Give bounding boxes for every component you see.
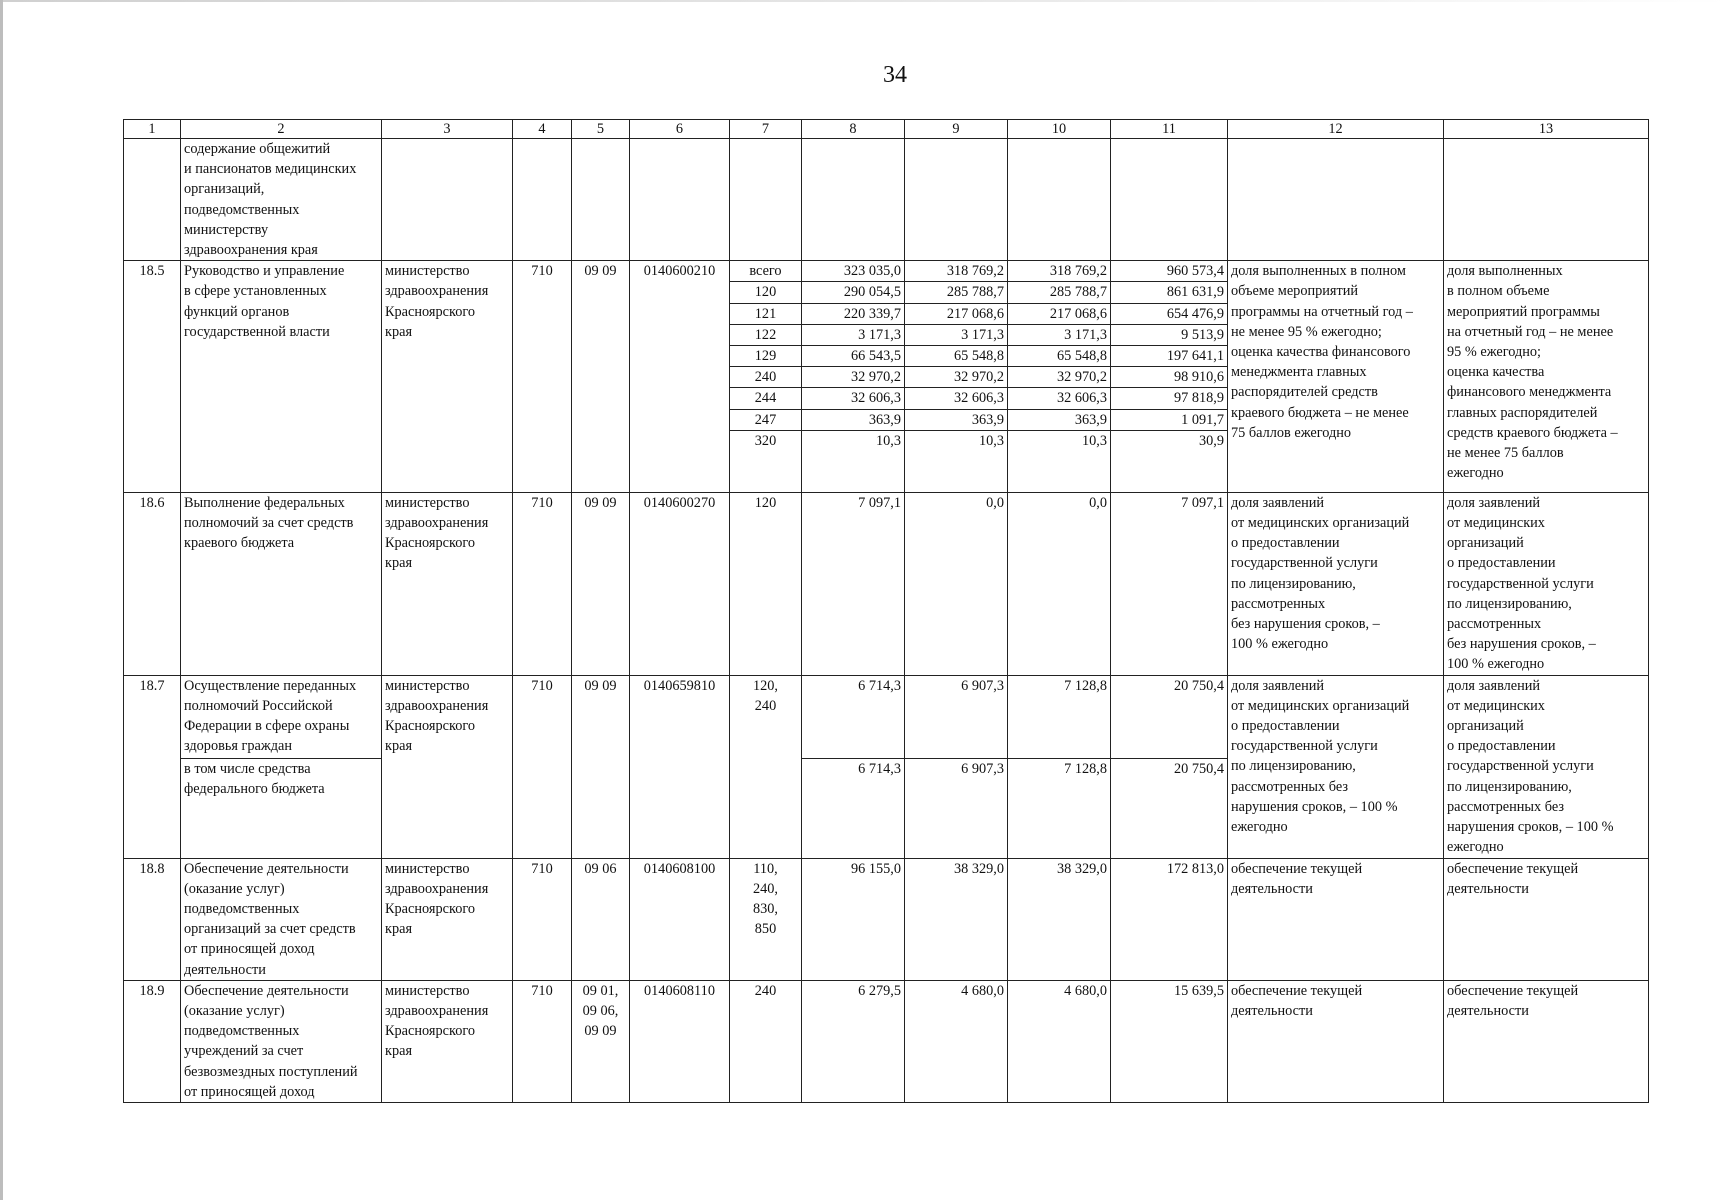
cell-y2: 4 680,0	[905, 980, 1008, 1102]
cell-vr: 120, 240	[730, 675, 802, 858]
cell-csr: 0140600210	[630, 261, 730, 493]
cell-vr: 120	[730, 492, 802, 675]
cell-total: 7 097,1	[1111, 492, 1228, 675]
header-cell: 9	[905, 120, 1008, 139]
cell-y3: 7 128,8	[1008, 758, 1111, 858]
cell-y1: 6 714,3	[802, 675, 905, 758]
cell-y3: 32 970,2	[1008, 367, 1111, 388]
cell-total: 20 750,4	[1111, 758, 1228, 858]
cell-rz: 09 09	[572, 675, 630, 858]
cell-res13: доля выполненных в полном объеме мероприятий программы на отчетный год – не менее 95 % ежегодно; оценка качества финансового менеджмента главных распорядителей средств краевого бюджета – не менее 75 баллов ежегодно	[1444, 261, 1649, 493]
cell-grbs	[513, 139, 572, 261]
cell-vr: 120	[730, 282, 802, 303]
header-cell: 1	[124, 120, 181, 139]
cell-total: 15 639,5	[1111, 980, 1228, 1102]
cell-y1: 290 054,5	[802, 282, 905, 303]
cell-grbs: 710	[513, 675, 572, 858]
cell-vr: 244	[730, 388, 802, 409]
cell-res12: доля заявлений от медицинских организаций о предоставлении государственной услуги по лицензированию, рассмотренных без нарушения сроков, – 100 % ежегодно	[1228, 492, 1444, 675]
cell-rz: 09 01, 09 06, 09 09	[572, 980, 630, 1102]
cell-res13: доля заявлений от медицинских организаций о предоставлении государственной услуги по лицензированию, рассмотренных без нарушения сроков, – 100 % ежегодно	[1444, 492, 1649, 675]
cell-y2: 217 068,6	[905, 303, 1008, 324]
cell-vr: 129	[730, 346, 802, 367]
cell-vr	[730, 139, 802, 261]
cell-y1: 220 339,7	[802, 303, 905, 324]
cell-y3	[1008, 139, 1111, 261]
cell-y2: 6 907,3	[905, 675, 1008, 758]
cell-gr: министерство здравоохранения Красноярского края	[382, 858, 513, 980]
cell-y2: 363,9	[905, 409, 1008, 430]
table-row-18-5	[124, 261, 1649, 282]
budget-table	[123, 119, 1649, 1103]
cell-total: 97 818,9	[1111, 388, 1228, 409]
header-cell: 3	[382, 120, 513, 139]
cell-num: 18.7	[124, 675, 181, 858]
cell-total: 30,9	[1111, 430, 1228, 492]
cell-res12: обеспечение текущей деятельности	[1228, 858, 1444, 980]
scan-edge-left	[0, 0, 3, 1200]
cell-y3: 4 680,0	[1008, 980, 1111, 1102]
table-row-18-7	[124, 675, 1649, 758]
cell-y2: 65 548,8	[905, 346, 1008, 367]
cell-y2: 0,0	[905, 492, 1008, 675]
cell-y1: 3 171,3	[802, 324, 905, 345]
cell-name: Руководство и управление в сфере установленных функций органов государственной власти	[181, 261, 382, 493]
cell-total: 98 910,6	[1111, 367, 1228, 388]
cell-vr: 110, 240, 830, 850	[730, 858, 802, 980]
cell-res13: обеспечение текущей деятельности	[1444, 858, 1649, 980]
cell-csr: 0140608110	[630, 980, 730, 1102]
cell-vr: 122	[730, 324, 802, 345]
cell-y1: 96 155,0	[802, 858, 905, 980]
cell-y2: 6 907,3	[905, 758, 1008, 858]
cell-vr: 320	[730, 430, 802, 492]
cell-y3: 363,9	[1008, 409, 1111, 430]
cell-num: 18.9	[124, 980, 181, 1102]
cell-rz: 09 06	[572, 858, 630, 980]
header-cell: 2	[181, 120, 382, 139]
cell-num: 18.8	[124, 858, 181, 980]
cell-y1: 6 714,3	[802, 758, 905, 858]
table-row-18-8	[124, 858, 1649, 980]
header-cell: 5	[572, 120, 630, 139]
cell-y3: 65 548,8	[1008, 346, 1111, 367]
table-row-intro	[124, 139, 1649, 261]
cell-total: 1 091,7	[1111, 409, 1228, 430]
cell-y2	[905, 139, 1008, 261]
cell-y3: 285 788,7	[1008, 282, 1111, 303]
header-cell: 11	[1111, 120, 1228, 139]
cell-num: 18.5	[124, 261, 181, 493]
cell-total: 9 513,9	[1111, 324, 1228, 345]
cell-y2: 285 788,7	[905, 282, 1008, 303]
header-cell: 13	[1444, 120, 1649, 139]
cell-y1: 363,9	[802, 409, 905, 430]
cell-vr: 240	[730, 367, 802, 388]
cell-grbs: 710	[513, 858, 572, 980]
cell-y2: 10,3	[905, 430, 1008, 492]
cell-rz: 09 09	[572, 261, 630, 493]
cell-csr: 0140659810	[630, 675, 730, 858]
cell-y2: 32 606,3	[905, 388, 1008, 409]
cell-grbs: 710	[513, 980, 572, 1102]
table-row-18-9	[124, 980, 1649, 1102]
cell-name: Обеспечение деятельности (оказание услуг) подведомственных учреждений за счет безвозмездных поступлений от приносящей доход	[181, 980, 382, 1102]
cell-name: Обеспечение деятельности (оказание услуг) подведомственных организаций за счет средств от приносящей доход деятельности	[181, 858, 382, 980]
cell-vr: 240	[730, 980, 802, 1102]
cell-y3: 7 128,8	[1008, 675, 1111, 758]
cell-y2: 38 329,0	[905, 858, 1008, 980]
cell-gr: министерство здравоохранения Красноярского края	[382, 261, 513, 493]
cell-res12: обеспечение текущей деятельности	[1228, 980, 1444, 1102]
header-cell: 8	[802, 120, 905, 139]
cell-y1: 32 970,2	[802, 367, 905, 388]
cell-y3: 318 769,2	[1008, 261, 1111, 282]
cell-gr	[382, 139, 513, 261]
cell-y1: 10,3	[802, 430, 905, 492]
cell-y2: 3 171,3	[905, 324, 1008, 345]
table-row-18-6	[124, 492, 1649, 675]
cell-y1: 32 606,3	[802, 388, 905, 409]
cell-num: 18.6	[124, 492, 181, 675]
cell-res13: доля заявлений от медицинских организаций о предоставлении государственной услуги по лицензированию, рассмотренных без нарушения сроков, – 100 % ежегодно	[1444, 675, 1649, 858]
cell-y3: 32 606,3	[1008, 388, 1111, 409]
header-cell: 10	[1008, 120, 1111, 139]
header-cell: 7	[730, 120, 802, 139]
cell-gr: министерство здравоохранения Красноярского края	[382, 675, 513, 858]
cell-total: 960 573,4	[1111, 261, 1228, 282]
cell-y1	[802, 139, 905, 261]
cell-gr: министерство здравоохранения Красноярского края	[382, 980, 513, 1102]
header-cell: 6	[630, 120, 730, 139]
cell-y3: 3 171,3	[1008, 324, 1111, 345]
cell-name: содержание общежитий и пансионатов медицинских организаций, подведомственных министерству здравоохранения края	[181, 139, 382, 261]
cell-vr: 121	[730, 303, 802, 324]
cell-y1: 6 279,5	[802, 980, 905, 1102]
cell-grbs: 710	[513, 261, 572, 493]
cell-rz	[572, 139, 630, 261]
cell-vr: всего	[730, 261, 802, 282]
cell-total: 20 750,4	[1111, 675, 1228, 758]
cell-y1: 323 035,0	[802, 261, 905, 282]
cell-y2: 32 970,2	[905, 367, 1008, 388]
header-cell: 4	[513, 120, 572, 139]
cell-name: Выполнение федеральных полномочий за счет средств краевого бюджета	[181, 492, 382, 675]
page-number: 34	[883, 62, 907, 88]
cell-num	[124, 139, 181, 261]
cell-y1: 66 543,5	[802, 346, 905, 367]
cell-total: 197 641,1	[1111, 346, 1228, 367]
cell-y3: 38 329,0	[1008, 858, 1111, 980]
cell-res12: доля выполненных в полном объеме мероприятий программы на отчетный год – не менее 95 % ежегодно; оценка качества финансового менеджмента главных распорядителей средств краевого бюджета – не менее 75 баллов ежегодно	[1228, 261, 1444, 493]
cell-name: в том числе средства федерального бюджета	[181, 758, 382, 858]
cell-rz: 09 09	[572, 492, 630, 675]
header-cell: 12	[1228, 120, 1444, 139]
cell-y3: 217 068,6	[1008, 303, 1111, 324]
cell-res13: обеспечение текущей деятельности	[1444, 980, 1649, 1102]
cell-csr: 0140600270	[630, 492, 730, 675]
cell-total: 654 476,9	[1111, 303, 1228, 324]
cell-name: Осуществление переданных полномочий Российской Федерации в сфере охраны здоровья граждан	[181, 675, 382, 758]
cell-y1: 7 097,1	[802, 492, 905, 675]
scan-edge-top	[0, 0, 1730, 2]
cell-res12: доля заявлений от медицинских организаций о предоставлении государственной услуги по лицензированию, рассмотренных без нарушения сроков, – 100 % ежегодно	[1228, 675, 1444, 858]
cell-y2: 318 769,2	[905, 261, 1008, 282]
cell-total	[1111, 139, 1228, 261]
cell-res13	[1444, 139, 1649, 261]
cell-total: 172 813,0	[1111, 858, 1228, 980]
cell-csr: 0140608100	[630, 858, 730, 980]
cell-total: 861 631,9	[1111, 282, 1228, 303]
cell-vr: 247	[730, 409, 802, 430]
header-row	[124, 120, 1649, 139]
cell-y3: 0,0	[1008, 492, 1111, 675]
cell-gr: министерство здравоохранения Красноярского края	[382, 492, 513, 675]
cell-res12	[1228, 139, 1444, 261]
cell-csr	[630, 139, 730, 261]
cell-y3: 10,3	[1008, 430, 1111, 492]
cell-grbs: 710	[513, 492, 572, 675]
